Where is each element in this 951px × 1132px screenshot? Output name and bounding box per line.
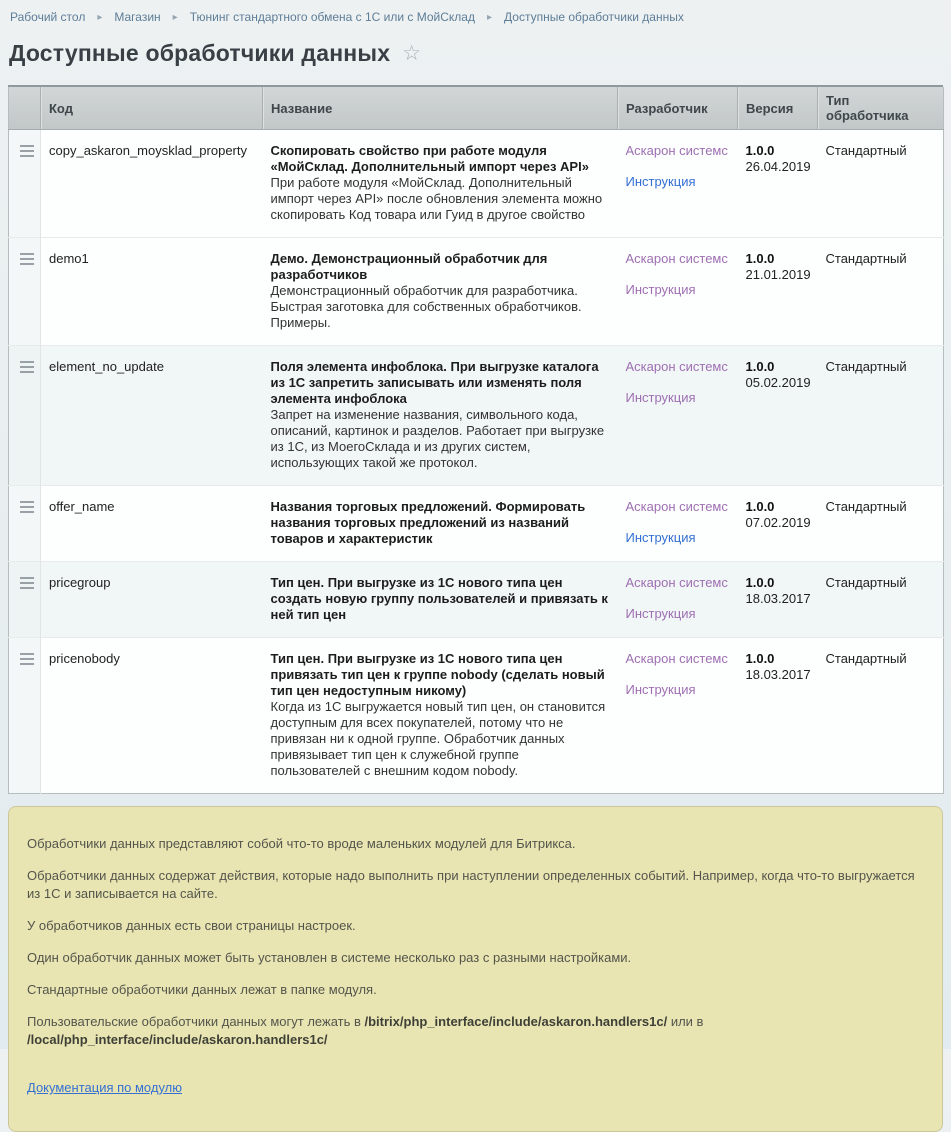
handler-description: Когда из 1С выгружается новый тип цен, он становится доступным для всех покупателей, потому что не привязан ни к одной группе. Обработчик данных привязывает тип цен к служебной группе пользователей с внешним кодом nobody. bbox=[270, 699, 606, 778]
handler-type: Стандартный bbox=[818, 562, 944, 638]
info-paragraph: Стандартные обработчики данных лежат в папке модуля. bbox=[27, 982, 377, 997]
handler-title: Демо. Демонстрационный обработчик для разработчиков bbox=[270, 251, 548, 282]
handler-code: offer_name bbox=[41, 486, 263, 562]
local-path: /local/php_interface/include/askaron.handlers1c/ bbox=[27, 1032, 328, 1047]
handler-date: 18.03.2017 bbox=[745, 667, 811, 682]
handler-date: 07.02.2019 bbox=[745, 515, 811, 530]
module-docs-link[interactable]: Документация по модулю bbox=[27, 1080, 183, 1095]
handler-title: Тип цен. При выгрузке из 1С нового типа цен привязать тип цен к группе nobody (сделать новый тип цен недоступным никому) bbox=[270, 651, 605, 698]
info-paragraph: Обработчики данных содержат действия, которые надо выполнить при наступлении определенных событий. Например, когда что-то выгружается из 1С и записывается на сайте. bbox=[27, 868, 915, 901]
handler-type: Стандартный bbox=[818, 638, 944, 794]
handler-title: Поля элемента инфоблока. При выгрузке каталога из 1С запретить записывать или изменять поля элемента инфоблока bbox=[270, 359, 599, 406]
info-paragraph-paths bbox=[27, 1013, 918, 1049]
table-row bbox=[9, 130, 944, 238]
developer-link[interactable]: Аскарон системс bbox=[625, 575, 728, 590]
handler-version: 1.0.0 bbox=[745, 499, 775, 514]
hamburger-icon bbox=[20, 145, 34, 147]
row-actions-menu-button[interactable] bbox=[18, 143, 36, 159]
handler-date: 26.04.2019 bbox=[745, 159, 811, 174]
breadcrumb-item-desktop[interactable]: Рабочий стол bbox=[10, 10, 86, 24]
hamburger-icon bbox=[20, 361, 34, 363]
table-header-row bbox=[9, 87, 944, 130]
paths-middle: или в bbox=[667, 1014, 704, 1029]
breadcrumb-item-current: Доступные обработчики данных bbox=[504, 10, 684, 24]
info-paragraph: Обработчики данных представляют собой что-то вроде маленьких модулей для Битрикса. bbox=[27, 836, 576, 851]
row-actions-menu-button[interactable] bbox=[18, 499, 36, 515]
instruction-link[interactable]: Инструкция bbox=[625, 530, 696, 545]
hamburger-icon bbox=[20, 653, 34, 655]
handler-date: 18.03.2017 bbox=[745, 591, 811, 606]
breadcrumb bbox=[0, 0, 951, 24]
handler-type: Стандартный bbox=[825, 143, 907, 158]
handler-description: Демонстрационный обработчик для разработчика. Быстрая заготовка для собственных обработчиков. Примеры. bbox=[270, 283, 582, 330]
row-actions-menu-button[interactable] bbox=[18, 575, 36, 591]
module-info-note bbox=[8, 806, 943, 1132]
header-type[interactable]: Тип обработчика bbox=[818, 87, 944, 130]
header-code[interactable]: Код bbox=[41, 87, 263, 130]
instruction-link[interactable]: Инструкция bbox=[625, 174, 696, 189]
handler-type: Стандартный bbox=[818, 486, 944, 562]
header-menu-column bbox=[9, 87, 41, 130]
page-title: Доступные обработчики данных bbox=[9, 40, 391, 66]
hamburger-icon bbox=[20, 253, 34, 255]
hamburger-icon bbox=[20, 501, 34, 503]
handler-title: Скопировать свойство при работе модуля «МойСклад. Дополнительный импорт через API» bbox=[270, 143, 589, 174]
handler-date: 05.02.2019 bbox=[745, 375, 811, 390]
handler-type: Стандартный bbox=[818, 238, 944, 346]
table-row bbox=[9, 346, 944, 486]
handler-description: Запрет на изменение названия, символьного кода, описаний, картинок и разделов. Работает при выгрузке из 1С, из МоегоСклада и из других систем, использующих такой же протокол. bbox=[270, 407, 605, 470]
header-name[interactable]: Название bbox=[263, 87, 618, 130]
breadcrumb-item-module[interactable]: Тюнинг стандартного обмена с 1С или с МойСклад bbox=[189, 10, 475, 24]
handlers-table bbox=[8, 85, 943, 794]
table-row bbox=[9, 638, 944, 794]
bitrix-path: /bitrix/php_interface/include/askaron.handlers1c/ bbox=[364, 1014, 668, 1029]
handler-title: Тип цен. При выгрузке из 1С нового типа цен создать новую группу пользователей и привязать к ней тип цен bbox=[270, 575, 608, 622]
handler-version: 1.0.0 bbox=[745, 251, 775, 266]
paths-prefix: Пользовательские обработчики данных могут лежать в bbox=[27, 1014, 365, 1029]
handler-type: Стандартный bbox=[818, 346, 944, 486]
breadcrumb-arrow-icon: ▸ bbox=[487, 11, 493, 23]
handler-title: Названия торговых предложений. Формировать названия торговых предложений из названий товаров и характеристик bbox=[270, 499, 586, 546]
developer-link[interactable]: Аскарон системс bbox=[625, 651, 728, 666]
table-row bbox=[9, 238, 944, 346]
developer-link[interactable]: Аскарон системс bbox=[625, 143, 728, 158]
developer-link[interactable]: Аскарон системс bbox=[625, 499, 728, 514]
developer-link[interactable]: Аскарон системс bbox=[625, 251, 728, 266]
handler-version: 1.0.0 bbox=[745, 143, 775, 158]
developer-link[interactable]: Аскарон системс bbox=[625, 359, 728, 374]
favorite-star-icon[interactable]: ☆ bbox=[402, 42, 422, 65]
row-actions-menu-button[interactable] bbox=[18, 251, 36, 267]
instruction-link[interactable]: Инструкция bbox=[625, 390, 696, 405]
handler-version: 1.0.0 bbox=[745, 575, 775, 590]
handler-code: copy_askaron_moysklad_property bbox=[49, 143, 247, 158]
instruction-link[interactable]: Инструкция bbox=[625, 282, 696, 297]
breadcrumb-arrow-icon: ▸ bbox=[97, 11, 103, 23]
row-actions-menu-button[interactable] bbox=[18, 651, 36, 667]
instruction-link[interactable]: Инструкция bbox=[625, 606, 696, 621]
handler-code: pricegroup bbox=[41, 562, 263, 638]
handler-code: demo1 bbox=[41, 238, 263, 346]
info-paragraph: У обработчиков данных есть свои страницы настроек. bbox=[27, 918, 356, 933]
info-paragraph: Один обработчик данных может быть установлен в системе несколько раз с разными настройками. bbox=[27, 950, 632, 965]
hamburger-icon bbox=[20, 577, 34, 579]
handler-version: 1.0.0 bbox=[745, 651, 775, 666]
row-actions-menu-button[interactable] bbox=[18, 359, 36, 375]
handler-code: element_no_update bbox=[41, 346, 263, 486]
breadcrumb-arrow-icon: ▸ bbox=[172, 11, 178, 23]
instruction-link[interactable]: Инструкция bbox=[625, 682, 696, 697]
handler-date: 21.01.2019 bbox=[745, 267, 811, 282]
handler-code: pricenobody bbox=[41, 638, 263, 794]
header-version[interactable]: Версия bbox=[738, 87, 818, 130]
breadcrumb-item-shop[interactable]: Магазин bbox=[114, 10, 161, 24]
handler-description: При работе модуля «МойСклад. Дополнительный импорт через API» после обновления элемента можно скопировать Код товара или Гуид в другое свойство bbox=[270, 175, 603, 222]
table-row bbox=[9, 486, 944, 562]
handler-version: 1.0.0 bbox=[745, 359, 775, 374]
table-row bbox=[9, 562, 944, 638]
header-developer[interactable]: Разработчик bbox=[618, 87, 738, 130]
